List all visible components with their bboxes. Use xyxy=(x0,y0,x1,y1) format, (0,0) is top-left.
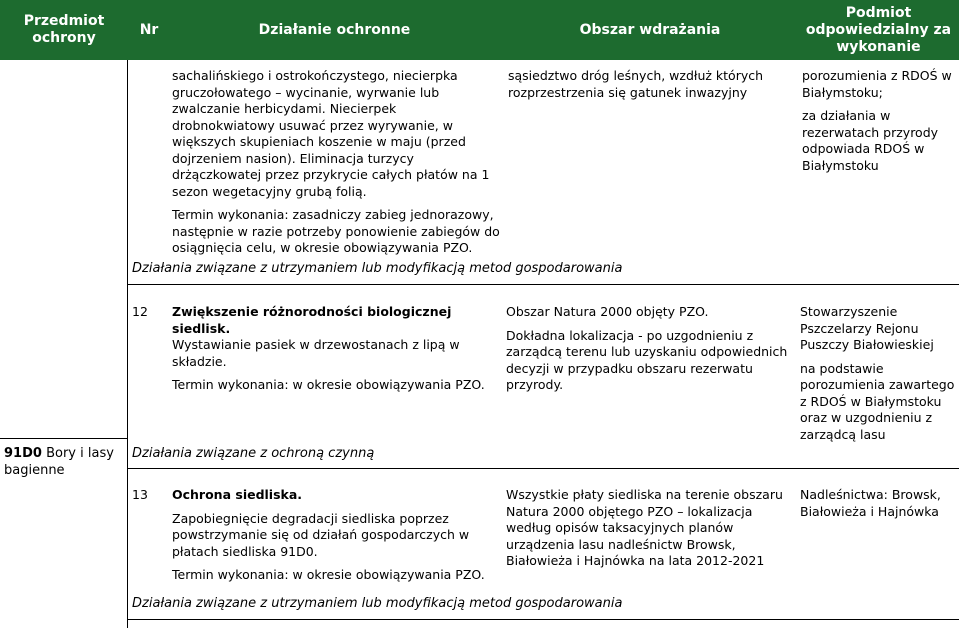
grid-line xyxy=(0,438,128,439)
row-12-resp-2: na podstawie porozumienia zawartego z RDOŚ w Białymstoku oraz w uzgodnieniu z zarządcą lasu xyxy=(800,360,955,442)
section-heading: Działania związane z utrzymaniem lub modyfikacją metod gospodarowania xyxy=(132,261,623,276)
grid-line xyxy=(128,468,959,469)
row-12-action xyxy=(172,304,492,394)
header-subject: Przedmiot ochrony xyxy=(23,13,105,46)
subject-code: 91D0 xyxy=(4,446,42,461)
row-12-area-1: Obszar Natura 2000 objęty PZO. xyxy=(506,304,709,319)
row-a-deadline: Termin wykonania: zasadniczy zabieg jednorazowy, następnie w razie potrzeby ponowienie zabiegów do osiągnięcia celu, w okresie obowiązywania PZO. xyxy=(172,207,500,255)
header-nr: Nr xyxy=(139,21,159,38)
grid-line xyxy=(128,619,959,620)
row-a-action xyxy=(172,68,502,257)
row-12-deadline: Termin wykonania: w okresie obowiązywania PZO. xyxy=(172,377,485,392)
row-13-action xyxy=(172,487,492,584)
row-a-resp-1: porozumienia z RDOŚ w Białymstoku; xyxy=(802,68,952,100)
row-12-desc: Wystawianie pasiek w drzewostanach z lipą w składzie. xyxy=(172,337,460,369)
header-action: Działanie ochronne xyxy=(258,21,411,38)
row-12-area-2: Dokładna lokalizacja - po uzgodnieniu z zarządcą terenu lub uzyskaniu odpowiednich decyzji w przypadku obszaru rezerwatu przyrody. xyxy=(506,327,788,392)
row-number: 13 xyxy=(132,487,148,502)
row-12-area xyxy=(506,304,790,394)
row-12-responsible xyxy=(800,304,957,443)
row-a-area: sąsiedztwo dróg leśnych, wzdłuż których rozprzestrzenia się gatunek inwazyjny xyxy=(508,68,764,100)
row-13-desc: Zapobiegnięcie degradacji siedliska poprzez powstrzymanie się od działań gospodarczych w płatach siedliska 91D0. xyxy=(172,510,470,559)
row-13-area: Wszystkie płaty siedliska na terenie obszaru Natura 2000 objętego PZO – lokalizacja według opisów taksacyjnych planów urządzenia lasu nadleśnictw Browsk, Białowieża i Hajnówka na lata 2012-2021 xyxy=(506,487,783,568)
grid-line xyxy=(128,284,959,285)
row-number: 12 xyxy=(132,304,148,319)
header-area: Obszar wdrażania xyxy=(579,21,721,38)
row-13-title: Ochrona siedliska. xyxy=(172,487,303,502)
row-12-title: Zwiększenie różnorodności biologicznej siedlisk. xyxy=(172,304,452,336)
row-13-deadline: Termin wykonania: w okresie obowiązywania PZO. xyxy=(172,567,485,582)
row-13-responsible: Nadleśnictwa: Browsk, Białowieża i Hajnówka xyxy=(800,487,941,519)
row-a-resp-2: za działania w rezerwatach przyrody odpowiada RDOŚ w Białymstoku xyxy=(802,108,939,173)
row-a-responsible xyxy=(802,68,957,174)
section-heading: Działania związane z utrzymaniem lub modyfikacją metod gospodarowania xyxy=(132,596,623,611)
row-12-resp-1: Stowarzyszenie Pszczelarzy Rejonu Puszczy Białowieskiej xyxy=(800,304,934,352)
subject-name: Bory i lasy bagienne xyxy=(4,446,114,478)
subject-cell xyxy=(4,446,124,479)
header-responsible: Podmiot odpowiedzialny za wykonanie xyxy=(805,4,952,55)
grid-line xyxy=(127,60,128,628)
row-a-action-text: sachalińskiego i ostrokończystego, niecierpka gruczołowatego – wycinanie, wyrwanie lub zwalczanie herbicydami. Niecierpek drobnokwiatowy usuwać przez wyrywanie, w większych skupieniach koszenie w maju (przed dojrzeniem nasion). Eliminacja turzycy drżączkowatej przez przykrycie całych płatów na 1 sezon wegetacyjny grubą folią. xyxy=(172,68,490,199)
section-heading: Działania związane z ochroną czynną xyxy=(132,446,375,461)
